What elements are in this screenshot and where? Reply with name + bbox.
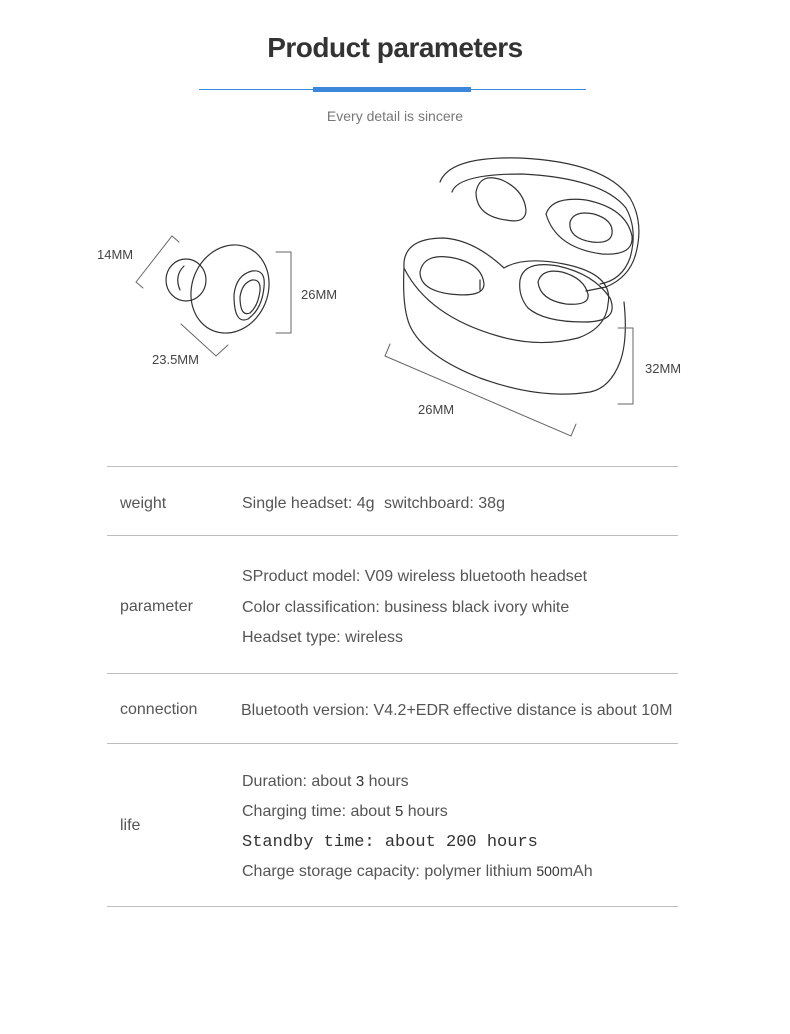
connection-distance: effective distance is about 10M [453,702,673,719]
product-illustration [0,140,790,450]
life-charging [242,803,448,821]
connection-label: connection [120,701,198,718]
capacity-unit: mAh [559,863,593,880]
table-divider [107,466,678,467]
duration-prefix: Duration: about [242,773,352,790]
table-divider [107,673,678,674]
parameter-label: parameter [120,598,193,615]
life-label: life [120,817,141,834]
duration-unit: hours [368,773,409,790]
duration-value: 3 [355,773,365,790]
earbud-drawing [166,233,282,345]
life-duration [242,773,409,791]
weight-label: weight [120,495,167,512]
earbud-width-label: 23.5MM [152,352,199,367]
life-standby: Standby time: about 200 hours [242,833,538,852]
parameter-color: Color classification: business black ivory white [242,599,570,616]
life-capacity [242,863,593,881]
earbud-height-label: 26MM [301,287,338,302]
page-title: Product parameters [267,32,523,63]
case-height-label: 32MM [645,361,682,376]
weight-value-2: switchboard: 38g [384,495,505,512]
capacity-prefix: Charge storage capacity: polymer lithium [242,863,532,880]
table-divider [107,535,678,536]
charging-case-drawing [404,158,639,394]
connection-version: Bluetooth version: V4.2+EDR [241,702,450,719]
title-underline-accent [313,87,471,92]
charging-unit: hours [407,803,448,820]
page-subtitle: Every detail is sincere [326,108,464,124]
capacity-value: 500 [536,863,560,879]
charging-value: 5 [394,803,404,820]
table-divider [107,743,678,744]
parameter-type: Headset type: wireless [242,629,403,646]
table-divider [107,906,678,907]
case-width-label: 26MM [418,402,455,417]
parameter-model: SProduct model: V09 wireless bluetooth headset [242,568,588,585]
charging-prefix: Charging time: about [242,803,391,820]
weight-value-1: Single headset: 4g [242,495,375,512]
earbud-depth-label: 14MM [97,247,134,262]
